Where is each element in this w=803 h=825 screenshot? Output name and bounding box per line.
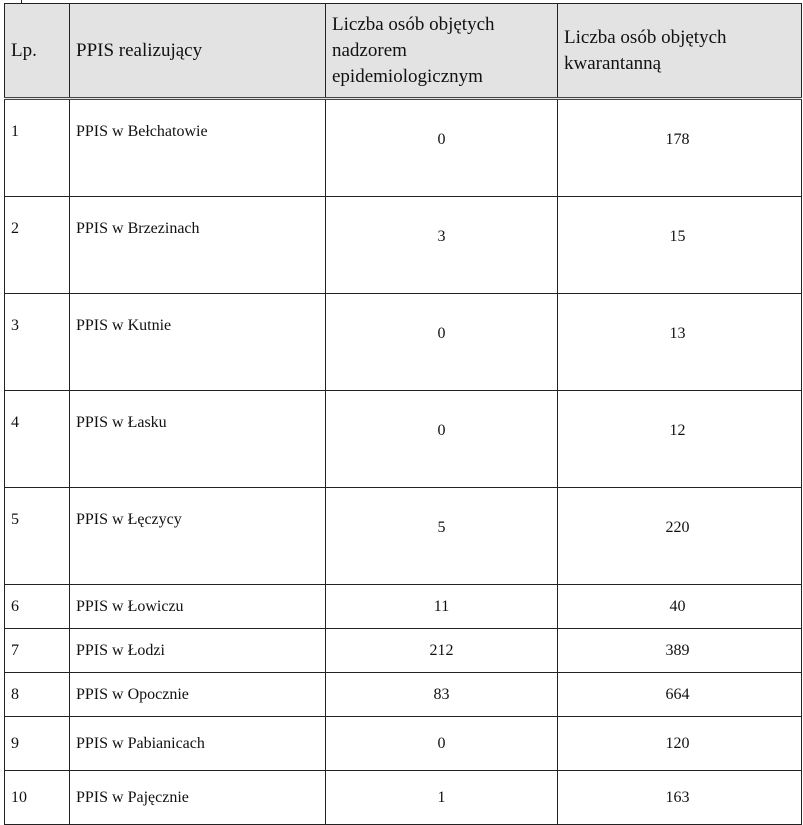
cell-kwarantanna: 664	[558, 673, 802, 717]
cell-nadzor: 3	[326, 197, 558, 294]
table-row	[5, 391, 802, 488]
ppis-table-container	[4, 3, 801, 825]
cell-lp: 6	[5, 585, 70, 629]
cell-nadzor: 0	[326, 717, 558, 771]
cell-ppis-name: PPIS w Bełchatowie	[70, 99, 326, 197]
cell-ppis-name: PPIS w Brzezinach	[70, 197, 326, 294]
table-row	[5, 673, 802, 717]
cell-lp: 10	[5, 771, 70, 825]
table-row	[5, 197, 802, 294]
cell-ppis-name: PPIS w Łęczycy	[70, 488, 326, 585]
cell-nadzor: 5	[326, 488, 558, 585]
cell-nadzor: 0	[326, 99, 558, 197]
cell-nadzor: 0	[326, 391, 558, 488]
cell-ppis-name: PPIS w Łodzi	[70, 629, 326, 673]
table-row	[5, 585, 802, 629]
cell-lp: 4	[5, 391, 70, 488]
cell-kwarantanna: 178	[558, 99, 802, 197]
header-row	[5, 4, 802, 99]
cell-kwarantanna: 120	[558, 717, 802, 771]
cell-kwarantanna: 220	[558, 488, 802, 585]
header-nadzor: Liczba osób objętych nadzorem epidemiologicznym	[326, 4, 558, 99]
cell-kwarantanna: 12	[558, 391, 802, 488]
cell-nadzor: 1	[326, 771, 558, 825]
table-row	[5, 629, 802, 673]
cell-ppis-name: PPIS w Łasku	[70, 391, 326, 488]
cell-lp: 1	[5, 99, 70, 197]
cell-kwarantanna: 15	[558, 197, 802, 294]
header-lp: Lp.	[5, 4, 70, 99]
cell-ppis-name: PPIS w Pajęcznie	[70, 771, 326, 825]
cell-lp: 7	[5, 629, 70, 673]
cell-nadzor: 212	[326, 629, 558, 673]
table-row	[5, 294, 802, 391]
cell-lp: 5	[5, 488, 70, 585]
table-body	[5, 99, 802, 825]
cell-kwarantanna: 163	[558, 771, 802, 825]
ppis-table	[4, 3, 802, 825]
cell-lp: 8	[5, 673, 70, 717]
cell-lp: 2	[5, 197, 70, 294]
cell-kwarantanna: 40	[558, 585, 802, 629]
cell-kwarantanna: 13	[558, 294, 802, 391]
cell-nadzor: 0	[326, 294, 558, 391]
cell-lp: 9	[5, 717, 70, 771]
table-row	[5, 717, 802, 771]
cell-lp: 3	[5, 294, 70, 391]
header-ppis: PPIS realizujący	[70, 4, 326, 99]
cell-nadzor: 11	[326, 585, 558, 629]
cell-ppis-name: PPIS w Pabianicach	[70, 717, 326, 771]
table-row	[5, 771, 802, 825]
cell-nadzor: 83	[326, 673, 558, 717]
table-row	[5, 99, 802, 197]
header-kwarantanna: Liczba osób objętych kwarantanną	[558, 4, 802, 99]
cell-ppis-name: PPIS w Łowiczu	[70, 585, 326, 629]
cell-kwarantanna: 389	[558, 629, 802, 673]
cell-ppis-name: PPIS w Opocznie	[70, 673, 326, 717]
table-row	[5, 488, 802, 585]
table-header	[5, 4, 802, 99]
cell-ppis-name: PPIS w Kutnie	[70, 294, 326, 391]
